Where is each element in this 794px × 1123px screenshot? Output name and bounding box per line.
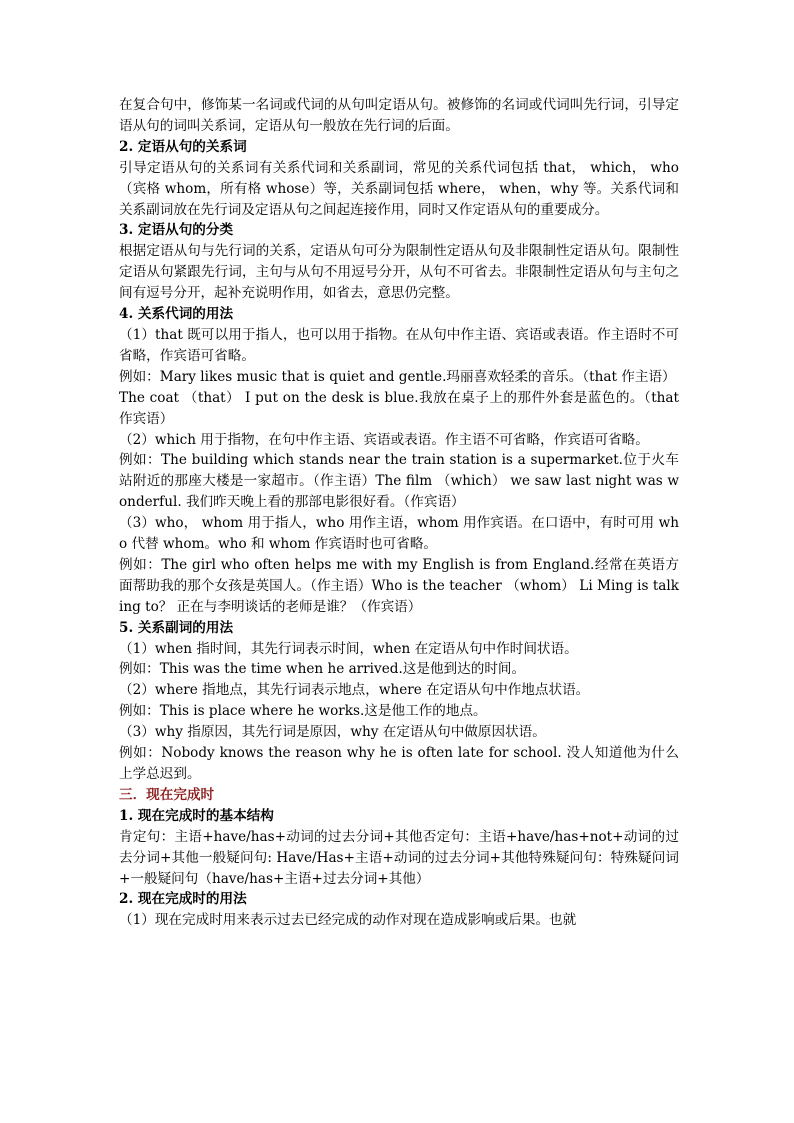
when-example: 例如：This was the time when he arrived.这是他到达的时间。: [119, 661, 526, 678]
section-heading-relative-pronouns: 4. 关系代词的用法: [119, 306, 234, 323]
who-whom-usage-paragraph: （3）who， whom 用于指人，who 用作主语，whom 用作宾语。在口语中，有时可用 who 代替 whom。who 和 whom 作宾语时也可省略。: [119, 515, 679, 553]
why-usage-paragraph: （3）why 指原因，其先行词是原因，why 在定语从句中做原因状语。: [119, 724, 546, 741]
structure-paragraph: 肯定句：主语+have/has+动词的过去分词+其他否定句：主语+have/has+not+动词的过去分词+其他一般疑问句: Have/Has+主语+动词的过去分词+其他特殊疑问句：特殊疑问词+一般疑问句（have/has+主语+过去分词+其他）: [119, 828, 679, 887]
document-page: [119, 95, 679, 931]
where-example: 例如：This is place where he works.这是他工作的地点。: [119, 703, 487, 720]
which-examples: 例如：The building which stands near the train station is a supermarket.位于火车站附近的那座大楼是一家超市。（作主语）The film （which） we saw last night was wonderful. 我们昨天晚上看的那部电影很好看。（作宾语）: [119, 452, 679, 511]
classification-paragraph: 根据定语从句与先行词的关系，定语从句可分为限制性定语从句及非限制性定语从句。限制性定语从句紧跟先行词，主句与从句不用逗号分开，从句不可省去。非限制性定语从句与主句之间有逗号分开，起补充说明作用，如省去，意思仍完整。: [119, 243, 679, 302]
which-usage-paragraph: （2）which 用于指物，在句中作主语、宾语或表语。作主语不可省略，作宾语可省略。: [119, 431, 649, 448]
who-whom-examples: 例如：The girl who often helps me with my English is from England.经常在英语方面帮助我的那个女孩是英国人。（作主语）Who is the teacher （whom） Li Ming is talking to？ 正在与李明谈话的老师是谁？（作宾语）: [119, 556, 679, 615]
chapter-heading-present-perfect: 三．现在完成时: [119, 786, 215, 803]
section-heading-present-perfect-usage: 2. 现在完成时的用法: [119, 891, 247, 908]
usage-paragraph: （1）现在完成时用来表示过去已经完成的动作对现在造成影响或后果。也就: [119, 912, 577, 929]
when-usage-paragraph: （1）when 指时间，其先行词表示时间，when 在定语从句中作时间状语。: [119, 640, 578, 657]
that-usage-paragraph: （1）that 既可以用于指人，也可以用于指物。在从句中作主语、宾语或表语。作主语时不可省略，作宾语可省略。: [119, 326, 679, 364]
section-heading-classification: 3. 定语从句的分类: [119, 222, 234, 239]
that-example-1: 例如：Mary likes music that is quiet and gentle.玛丽喜欢轻柔的音乐。（that 作主语）: [119, 368, 676, 385]
section-heading-relative-adverbs: 5. 关系副词的用法: [119, 619, 234, 636]
section-heading-relative-words: 2. 定语从句的关系词: [119, 138, 247, 155]
intro-paragraph: 在复合句中，修饰某一名词或代词的从句叫定语从句。被修饰的名词或代词叫先行词，引导定语从句的词叫关系词，定语从句一般放在先行词的后面。: [119, 97, 679, 134]
where-usage-paragraph: （2）where 指地点，其先行词表示地点，where 在定语从句中作地点状语。: [119, 682, 590, 699]
that-example-2: The coat （that） I put on the desk is blue.我放在桌子上的那件外套是蓝色的。（that 作宾语）: [119, 389, 679, 427]
section-heading-basic-structure: 1. 现在完成时的基本结构: [119, 807, 274, 824]
relative-words-paragraph: 引导定语从句的关系词有关系代词和关系副词，常见的关系代词包括 that， which， who（宾格 whom，所有格 whose）等，关系副词包括 where， when，why 等。关系代词和关系副词放在先行词及定语从句之间起连接作用，同时又作定语从句的重要成分。: [119, 159, 679, 218]
why-example: 例如：Nobody knows the reason why he is often late for school. 没人知道他为什么上学总迟到。: [119, 745, 679, 782]
